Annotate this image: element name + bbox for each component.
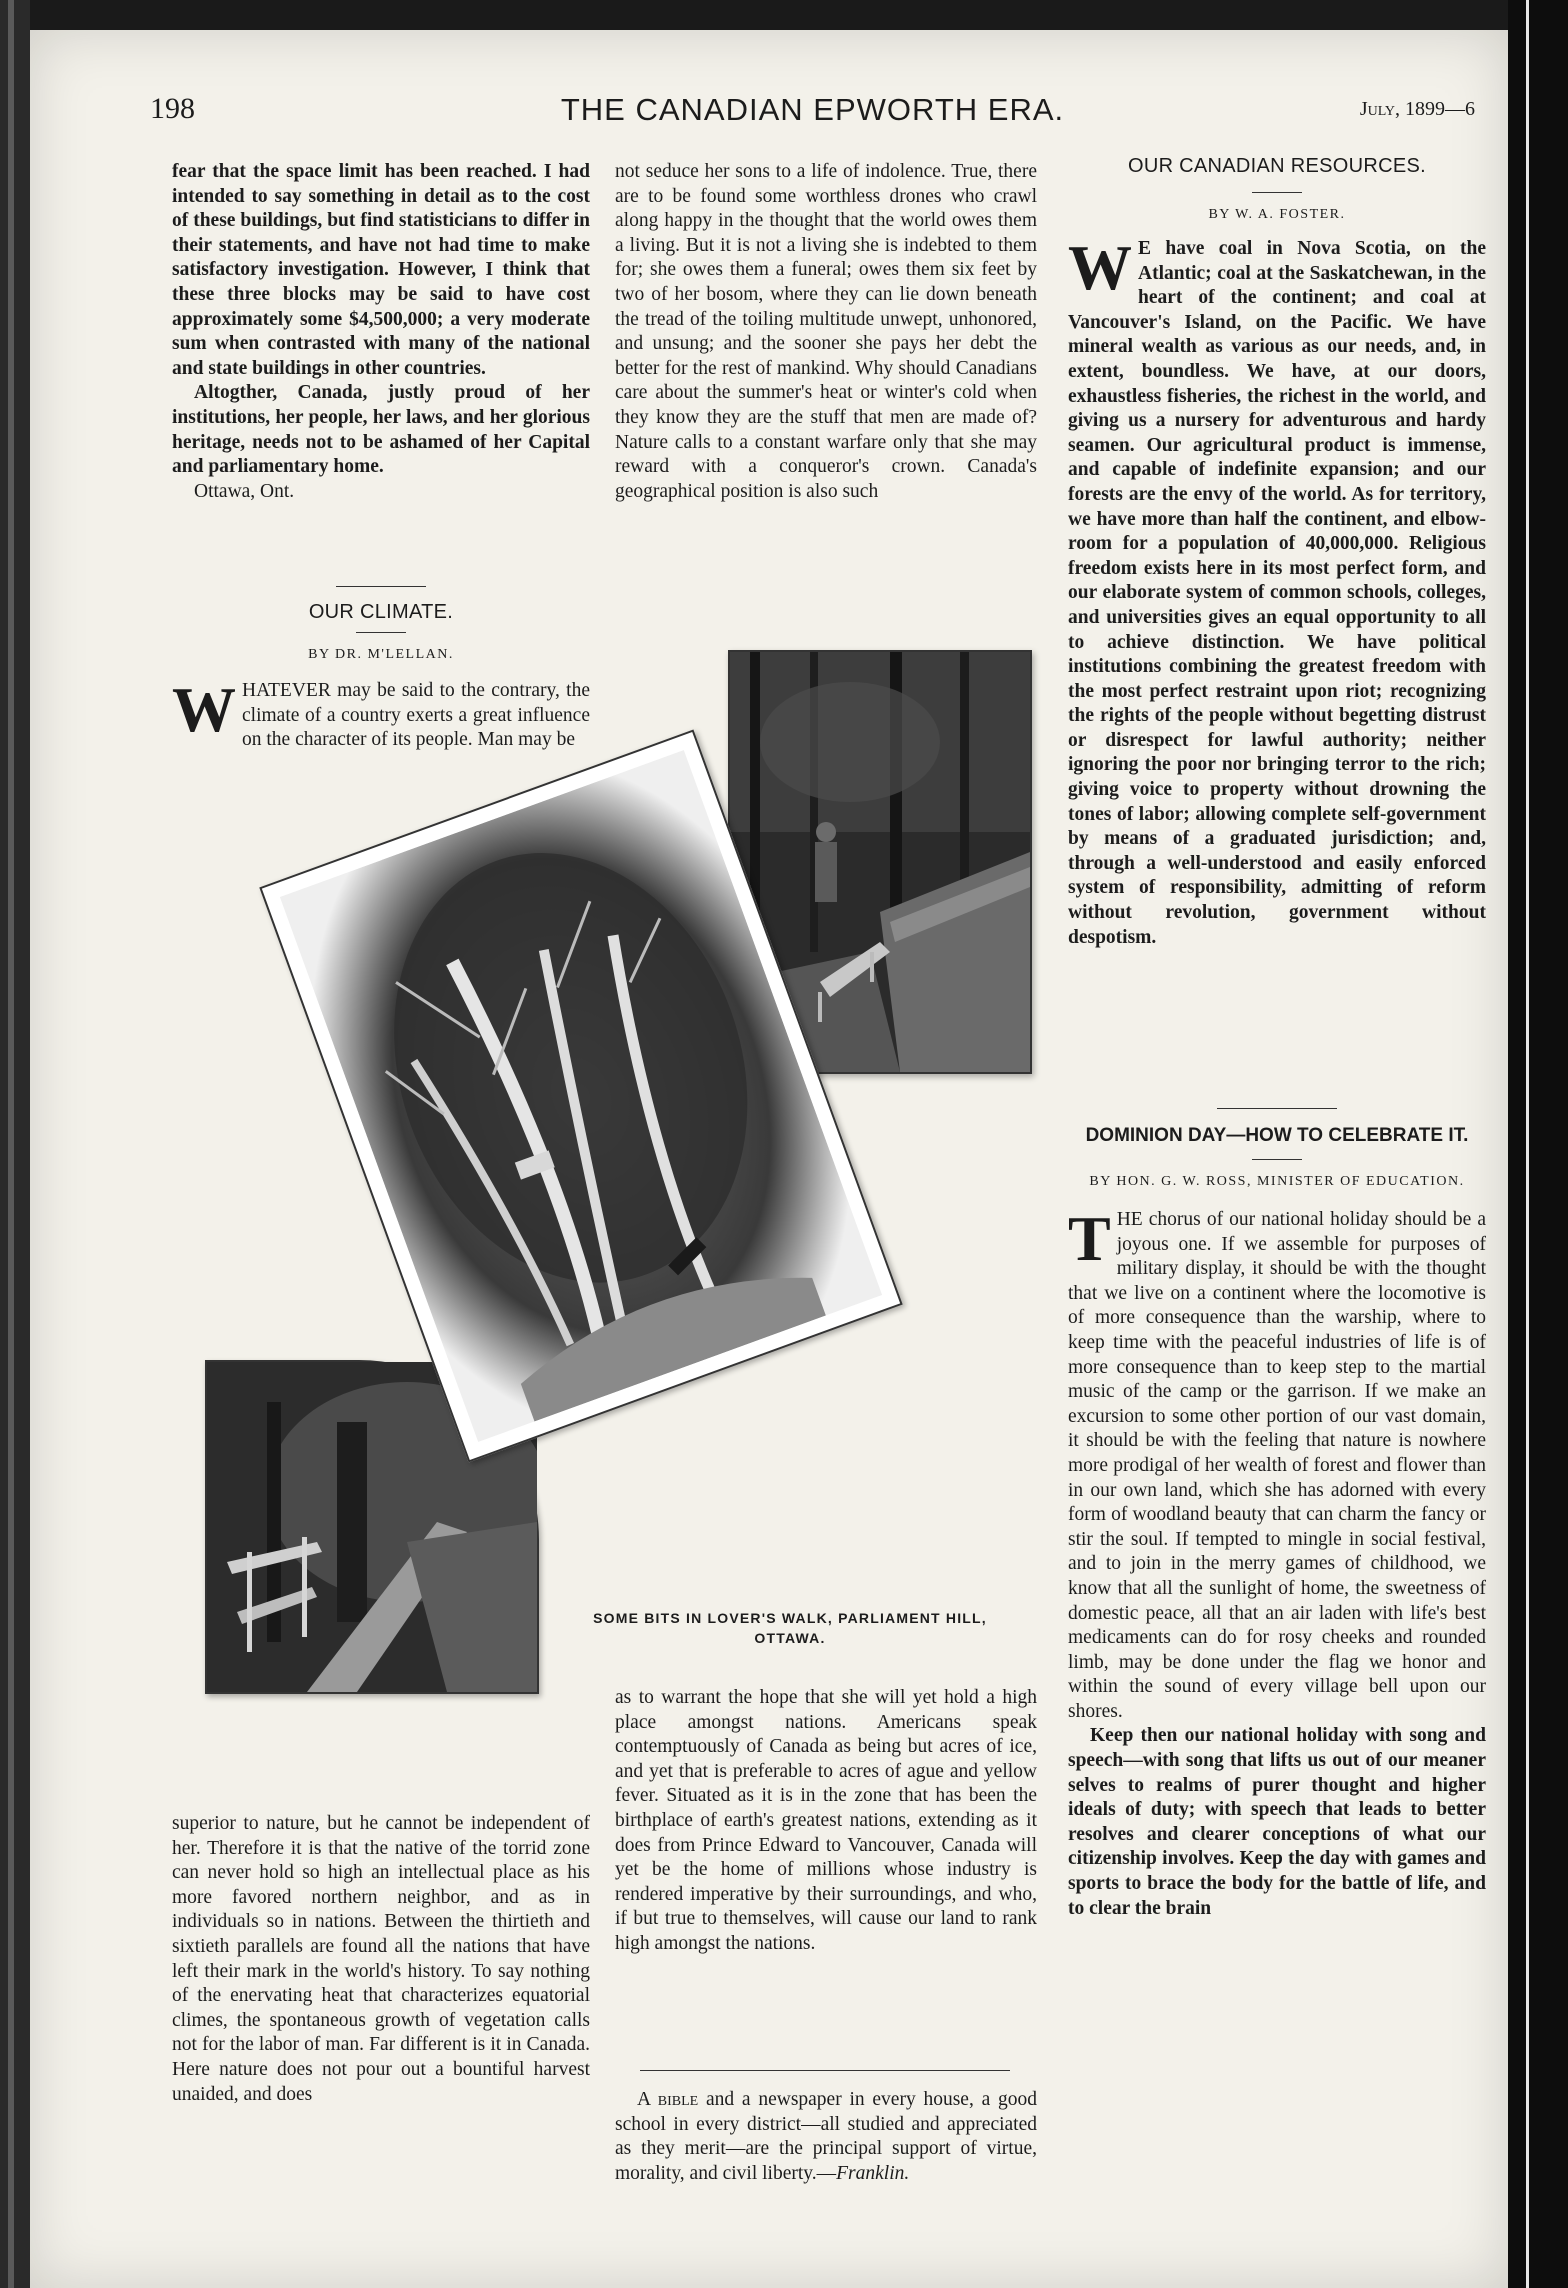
body-text: HATEVER may be said to the contrary, the climate of a country exerts a great influence on the character of its people. Man may be bbox=[242, 680, 590, 751]
body-paragraph: as to warrant the hope that she will yet hold a high place amongst nations. Americans speak contemptuously of Canada as being but acres of ice, and yet that is preferable to acres of ague and yellow fever. Situated as it is in the zone that has been the birthplace of earth's greatest nations, extending as it does from Prince Edward to Vancouver, Canada will yet be the home of millions whose industry is rendered imperative by their surroundings, and who, if but true to themselves, will cause our land to rank high amongst the nations. bbox=[615, 1687, 1037, 1954]
column1-continuation bbox=[172, 160, 590, 504]
column2-bottom bbox=[615, 1686, 1037, 1957]
body-paragraph: fear that the space limit has been reached. I had intended to say something in detail as to the cost of these buildings, but find statisticians to differ in their statements, and have not had time to make satisfactory investigation. However, I think that these three blocks may be said to have cost approximately some $4,500,000; a very moderate sum when contrasted with many of the national and state buildings in other countries. bbox=[172, 161, 590, 379]
quote-lead: A bbox=[637, 2089, 651, 2110]
article-title: OUR CLIMATE. bbox=[308, 601, 454, 623]
page-header bbox=[150, 92, 1475, 132]
dominion-day-article bbox=[1068, 1100, 1486, 1921]
article-body bbox=[172, 674, 590, 753]
quote-smallcaps: bible bbox=[657, 2089, 699, 2110]
divider bbox=[1252, 192, 1302, 193]
body-text: HE chorus of our national holiday should be a joyous one. If we assemble for purposes of military display, it should be with the thought that we live on a continent where the locomotive is of more consequence than the warship, where to keep time with the peaceful industries of life is of more consequence than to keep step to the martial music of the camp or the garrison. If we make an excursion to some other portion of our vast domain, it should be with the feeling that nature is nowhere more prodigal of her wealth of forest and flower than in our own land, which she has adorned with every form of woodland beauty that can charm the fancy or stir the soul. If tempted to mingle in social festival, and to join in the merry games of childhood, we know that all the sunlight of home, the sweetness of domestic peace, all that an air laden with life's best medicaments can do for rosy cheeks and rounded limb, may be done under the flag we honor and within the sound of every village bell upon our shores. bbox=[1068, 1209, 1486, 1722]
divider bbox=[1252, 1159, 1302, 1160]
issue-date: July, 1899—6 bbox=[1359, 98, 1475, 120]
drop-cap: T bbox=[1068, 1203, 1111, 1274]
body-paragraph: Altogther, Canada, justly proud of her institutions, her people, her laws, and her glorious heritage, needs not to be ashamed of her Capital and parliamentary home. bbox=[172, 382, 590, 478]
franklin-quote bbox=[615, 2088, 1037, 2186]
article-body bbox=[1068, 232, 1486, 950]
column2-continuation bbox=[615, 160, 1037, 504]
page-binding bbox=[0, 0, 30, 2288]
signoff: Ottawa, Ont. bbox=[194, 480, 295, 502]
drop-cap: W bbox=[172, 674, 236, 745]
body-paragraph: superior to nature, but he cannot be independent of her. Therefore it is that the native of the torrid zone can never hold so high an intellectual place as his more favored northern neighbor, and as in individuals so in nations. Between the thirtieth and sixtieth parallels are found all the nations that have left their mark in the world's history. To say nothing of the enervating heat that characterizes equatorial climes, the spontaneous growth of vegetation calls not for the labor of man. Far different is it in Canada. Here nature does not pour out a bountiful harvest unaided, and does bbox=[172, 1813, 590, 2105]
body-paragraph: not seduce her sons to a life of indolence. True, there are to be found some worthless drones who crawl along happy in the thought that the world owes them a living. But it is not a living she is indebted to them for; she owes them a funeral; owes them six feet by two of her bosom, where they can lie down beneath the tread of the toiling multitude unwept, unhonored, and unsung; and the sooner she pays her debt the better for the rest of mankind. Why should Canadians care about the summer's heat or winter's cold when they know they are the stuff that men are made of? Nature calls to a constant warfare only that she may reward with a conqueror's crown. Canada's geographical position is also such bbox=[615, 161, 1037, 502]
article-byline: BY DR. M'LELLAN. bbox=[308, 647, 454, 662]
magazine-title: THE CANADIAN EPWORTH ERA. bbox=[560, 92, 1065, 127]
drop-cap: W bbox=[1068, 232, 1132, 303]
article-byline: BY HON. G. W. ROSS, MINISTER OF EDUCATION. bbox=[1089, 1174, 1465, 1189]
page-edge bbox=[1508, 0, 1568, 2288]
page-number: 198 bbox=[150, 92, 195, 125]
divider bbox=[356, 632, 406, 633]
article-title: DOMINION DAY—HOW TO CELEBRATE IT. bbox=[1085, 1125, 1469, 1146]
article-byline: BY W. A. FOSTER. bbox=[1208, 207, 1346, 222]
body-text: E have coal in Nova Scotia, on the Atlantic; coal at the Saskatchewan, in the heart of the continent; and coal at Vancouver's Island, on the Pacific. We have mineral wealth as various as our needs, and, in extent, boundless. We have, at our doors, exhaustless fisheries, the richest in the world, and giving us a nursery for adventurous and hardy seamen. Our agricultural product is immense, and capable of indefinite expansion; and our forests are the envy of the world. As for territory, we have more than half the continent, and elbow-room for a population of 40,000,000. Religious freedom exists here in its most perfect form, and our elaborate system of common schools, colleges, and universities gives an equal opportunity to all to achieve distinction. We have political institutions combining the greatest freedom with the most perfect restraint upon riot; recognizing the rights of the people without begetting distrust or disrespect for lawful authority; neither ignoring the poor nor bringing terror to the rich; giving voice to property without drowning the tones of labor; allowing complete self-government by means of a graduated jurisdiction; and, through a well-understood and easily enforced system of responsibility, admitting of reform without revolution, government without despotism. bbox=[1068, 238, 1486, 948]
quote-divider-wrap bbox=[640, 2062, 1010, 2079]
body-paragraph: Keep then our national holiday with song and speech—with song that lifts us out of our meaner selves to realms of purer thought and higher ideals of duty; with speech that leads to better resolves and clearer conceptions of what our citizenship involves. Keep the day with games and sports to brace the body for the battle of life, and to clear the brain bbox=[1068, 1725, 1486, 1919]
climate-continued bbox=[172, 1812, 590, 2107]
photo-caption: SOME BITS IN LOVER'S WALK, PARLIAMENT HILL, OTTAWA. bbox=[593, 1610, 987, 1646]
divider bbox=[640, 2070, 1010, 2071]
resources-article bbox=[1068, 155, 1486, 950]
divider bbox=[336, 586, 426, 587]
article-body bbox=[1068, 1203, 1486, 1921]
divider bbox=[1217, 1108, 1337, 1109]
quote-author: Franklin. bbox=[836, 2162, 910, 2184]
quote-text: and a newspaper in every house, a good school in every district—all studied and appreciated as they merit—are the principal support of virtue, morality, and civil liberty.— bbox=[615, 2089, 1038, 2184]
article-title: OUR CANADIAN RESOURCES. bbox=[1127, 155, 1427, 177]
climate-article bbox=[172, 578, 590, 753]
